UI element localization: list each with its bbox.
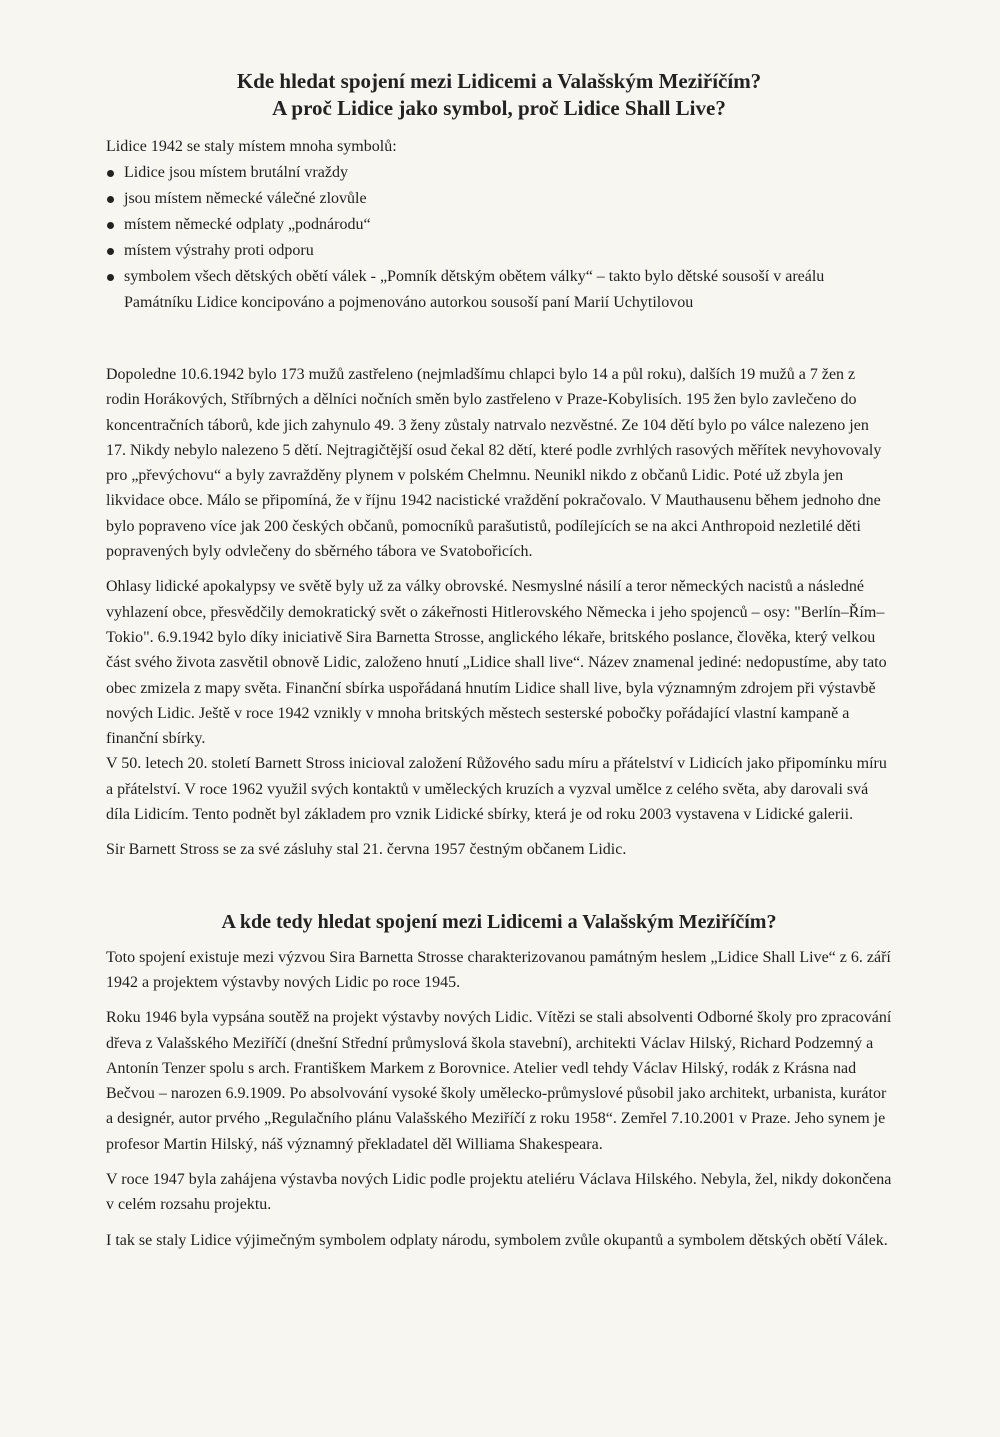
intro-text: Lidice 1942 se staly místem mnoha symbolů: bbox=[106, 138, 397, 155]
paragraph: Roku 1946 byla vypsána soutěž na projekt výstavby nových Lidic. Vítězi se stali absolventi Odborné školy pro zpracování dřeva z Valašského Meziříčí (dnešní Střední průmyslová škola stavební), architekti Václav Hilský, Richard Podzemný a Antonín Tenzer spolu s arch. Františkem Markem z Borovnice. Atelier vedl tehdy Václav Hilský, rodák z Krásna nad Bečvou – narozen 6.9.1909. Po absolvování vysoké školy umělecko-průmyslové působil jako architekt, urbanista, kurátor a designér, autor prvého „Regulačního plánu Valašského Meziříčí z roku 1958“. Zemřel 7.10.2001 v Praze. Jeho synem je profesor Martin Hilský, náš významný překladatel děl Williama Shakespeara. bbox=[106, 1009, 892, 1153]
section-history bbox=[106, 362, 892, 863]
section-connection bbox=[106, 945, 892, 1253]
paragraph: I tak se staly Lidice výjimečným symbolem odplaty národu, symbolem zvůle okupantů a symbolem dětských obětí Válek. bbox=[106, 1231, 888, 1249]
list-item: Lidice jsou místem brutální vraždy bbox=[106, 160, 892, 186]
paragraph: Toto spojení existuje mezi výzvou Sira Barnetta Strosse charakterizovanou památným heslem „Lidice Shall Live“ z 6. září 1942 a projektem výstavby nových Lidic po roce 1945. bbox=[106, 948, 891, 991]
paragraph: Ohlasy lidické apokalypsy ve světě byly už za války obrovské. Nesmyslné násilí a teror německých nacistů a následné vyhlazení obce, přesvědčily demokratický svět o zákeřnosti Hitlerovského Německa i jeho spojenců – osy: "Berlín–Řím–Tokio". 6.9.1942 bylo díky iniciativě Sira Barnetta Strosse, anglického lékaře, britského poslance, člověka, který velkou část svého života zasvětil obnově Lidic, založeno hnutí „Lidice shall live“. Název znamenal jediné: nedopustíme, aby tato obec zmizela z mapy světa. Finanční sbírka uspořádaná hnutím Lidice shall live, byla významným zdrojem při výstavbě nových Lidic. Ještě v roce 1942 vznikly v mnoha britských městech sesterské pobočky pořádající vlastní kampaně a finanční sbírky. V 50. letech 20. století Barnett Stross inicioval založení Růžového sadu míru a přátelství v Lidicích jako připomínku míru a přátelství. V roce 1962 využil svých kontaktů v uměleckých kruzích a vyzval umělce z celého světa, aby darovali svá díla Lidicím. Tento podnět byl základem pro vznik Lidické sbírky, která je od roku 2003 vystavena v Lidické galerii. bbox=[106, 578, 887, 824]
section-heading: A kde tedy hledat spojení mezi Lidicemi a Valašským Meziříčím? bbox=[221, 910, 777, 933]
symbols-list bbox=[106, 160, 892, 316]
title-line-2: A proč Lidice jako symbol, proč Lidice Shall Live? bbox=[272, 96, 726, 120]
paragraph: Sir Barnett Stross se za své zásluhy stal 21. června 1957 čestným občanem Lidic. bbox=[106, 841, 627, 859]
list-item: symbolem všech dětských obětí válek - „Pomník dětským obětem války“ – takto bylo dětské sousoší v areálu Památníku Lidice koncipováno a pojmenováno autorkou sousoší paní Marií Uchytilovou bbox=[106, 264, 892, 316]
list-item: jsou místem německé válečné zlovůle bbox=[106, 186, 892, 212]
title-line-1: Kde hledat spojení mezi Lidicemi a Valašským Meziříčím? bbox=[236, 69, 762, 93]
page-title bbox=[106, 0, 892, 122]
list-item: místem výstrahy proti odporu bbox=[106, 238, 892, 264]
list-item: místem německé odplaty „podnárodu“ bbox=[106, 212, 892, 238]
paragraph: Dopoledne 10.6.1942 bylo 173 mužů zastřeleno (nejmladšímu chlapci bylo 14 a půl roku), dalších 19 mužů a 7 žen z rodin Horákových, Stříbrných a dělníci nočních směn bylo zastřeleno v Praze-Kobylisích. 195 žen bylo zavlečeno do koncentračních táborů, kde jich zahynulo 49. 3 ženy zůstaly natrvalo nezvěstné. Ze 104 dětí bylo po válce nalezeno jen 17. Nikdy nebylo nalezeno 5 dětí. Nejtragičtější osud čekal 82 dětí, které podle zvrhlých rasových měřítek nevyhovovaly pro „převýchovu“ a byly zavražděny plynem v polském Chelmnu. Neunikl nikdo z občanů Lidic. Poté už zbyla jen likvidace obce. Málo se připomíná, že v říjnu 1942 nacistické vraždění pokračovalo. V Mauthausenu během jednoho dne bylo popraveno více jak 200 českých občanů, pomocníků parašutistů, podílejících se na akci Anthropoid nezletilé děti popravených byly odvlečeny do sběrného tábora ve Svatobořicích. bbox=[106, 366, 882, 561]
paragraph: V roce 1947 byla zahájena výstavba nových Lidic podle projektu ateliéru Václava Hilského. Nebyla, žel, nikdy dokončena v celém rozsahu projektu. bbox=[106, 1171, 892, 1214]
